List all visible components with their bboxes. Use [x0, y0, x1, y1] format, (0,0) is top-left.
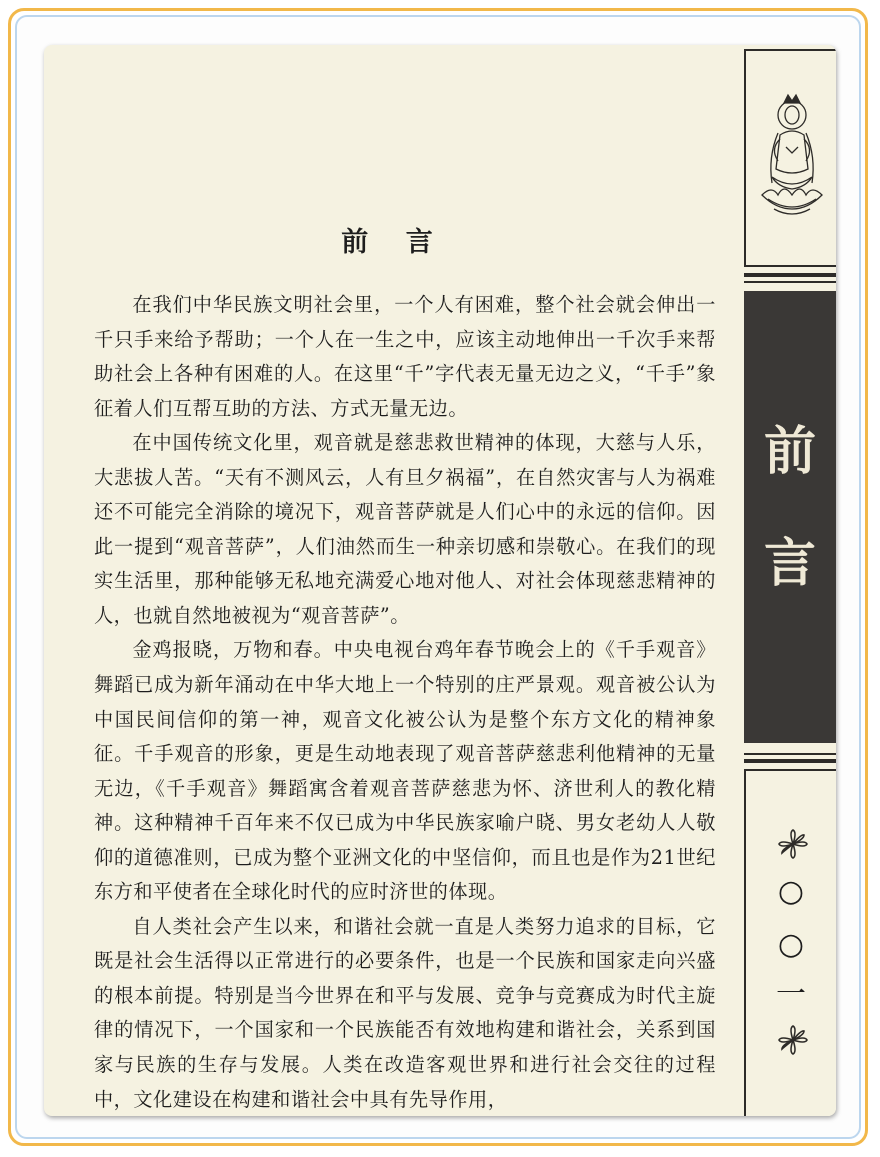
bodhisattva-figure-icon	[748, 87, 836, 237]
sidebar-rule	[744, 753, 836, 755]
sidebar-rule	[744, 273, 836, 277]
sidebar-title-char: 言	[763, 533, 816, 594]
sidebar-title-panel	[744, 291, 836, 743]
paragraph: 自人类社会产生以来，和谐社会就一直是人类努力追求的目标，它既是社会生活得以正常进行的必要条件，也是一个民族和国家走向兴盛的根本前提。特别是当今世界在和平与发展、竞争与竞赛成为时代主旋律的情况下，一个国家和一个民族能否有效地构建和谐社会，关系到国家与民族的生存与发展。人类在改造客观世界和进行社会交往的过程中，文化建设在构建和谐社会中具有先导作用，	[94, 914, 716, 1111]
flower-ornament-icon	[777, 1024, 809, 1056]
page-number-char: 一	[776, 977, 806, 1012]
paragraph: 在中国传统文化里，观音就是慈悲救世精神的体现，大慈与人乐，大悲拔人苦。“天有不测风云，人有旦夕祸福”，在自然灾害与人为祸难还不可能完全消除的境况下，观音菩萨就是人们心中的永远的信仰。因此一提到“观音菩萨”，人们油然而生一种亲切感和崇敬心。在我们的现实生活里，那种能够无私地充满爱心地对他人、对社会体现慈悲精神的人，也就自然地被视为“观音菩萨”。	[94, 431, 716, 627]
sidebar-page-number-panel	[744, 769, 836, 1116]
paragraph: 在我们中华民族文明社会里，一个人有困难，整个社会就会伸出一千只手来给予帮助；一个人在一生之中，应该主动地伸出一千次手来帮助社会上各种有困难的人。在这里“千”字代表无量无边之义，“千手”象征着人们互帮互助的方法、方式无量无边。	[94, 293, 716, 420]
paragraph: 金鸡报晓，万物和春。中央电视台鸡年春节晚会上的《千手观音》舞蹈已成为新年涌动在中华大地上一个特别的庄严景观。观音被公认为中国民间信仰的第一神，观音文化被公认为是整个东方文化的精神象征。千手观音的形象，更是生动地表现了观音菩萨慈悲利他精神的无量无边，《千手观音》舞蹈寓含着观音菩萨慈悲为怀、济世利人的教化精神。这种精神千百年来不仅已成为中华民族家喻户晓、男女老幼人人敬仰的道德准则，已成为整个亚洲文化的中坚信仰，而且也是作为21世纪东方和平使者在全球化时代的应时济世的体现。	[94, 638, 716, 904]
sidebar-title-char: 前	[763, 421, 816, 482]
page-number-char: ○	[777, 874, 805, 909]
sidebar-illustration-panel	[744, 49, 836, 267]
book-page	[44, 45, 836, 1116]
sidebar-rule	[744, 759, 836, 763]
sidebar-rule	[744, 281, 836, 283]
page-number-char: ○	[777, 927, 805, 962]
body-text	[94, 288, 716, 1116]
flower-ornament-icon	[777, 828, 809, 860]
page-title: 前 言	[341, 227, 447, 258]
